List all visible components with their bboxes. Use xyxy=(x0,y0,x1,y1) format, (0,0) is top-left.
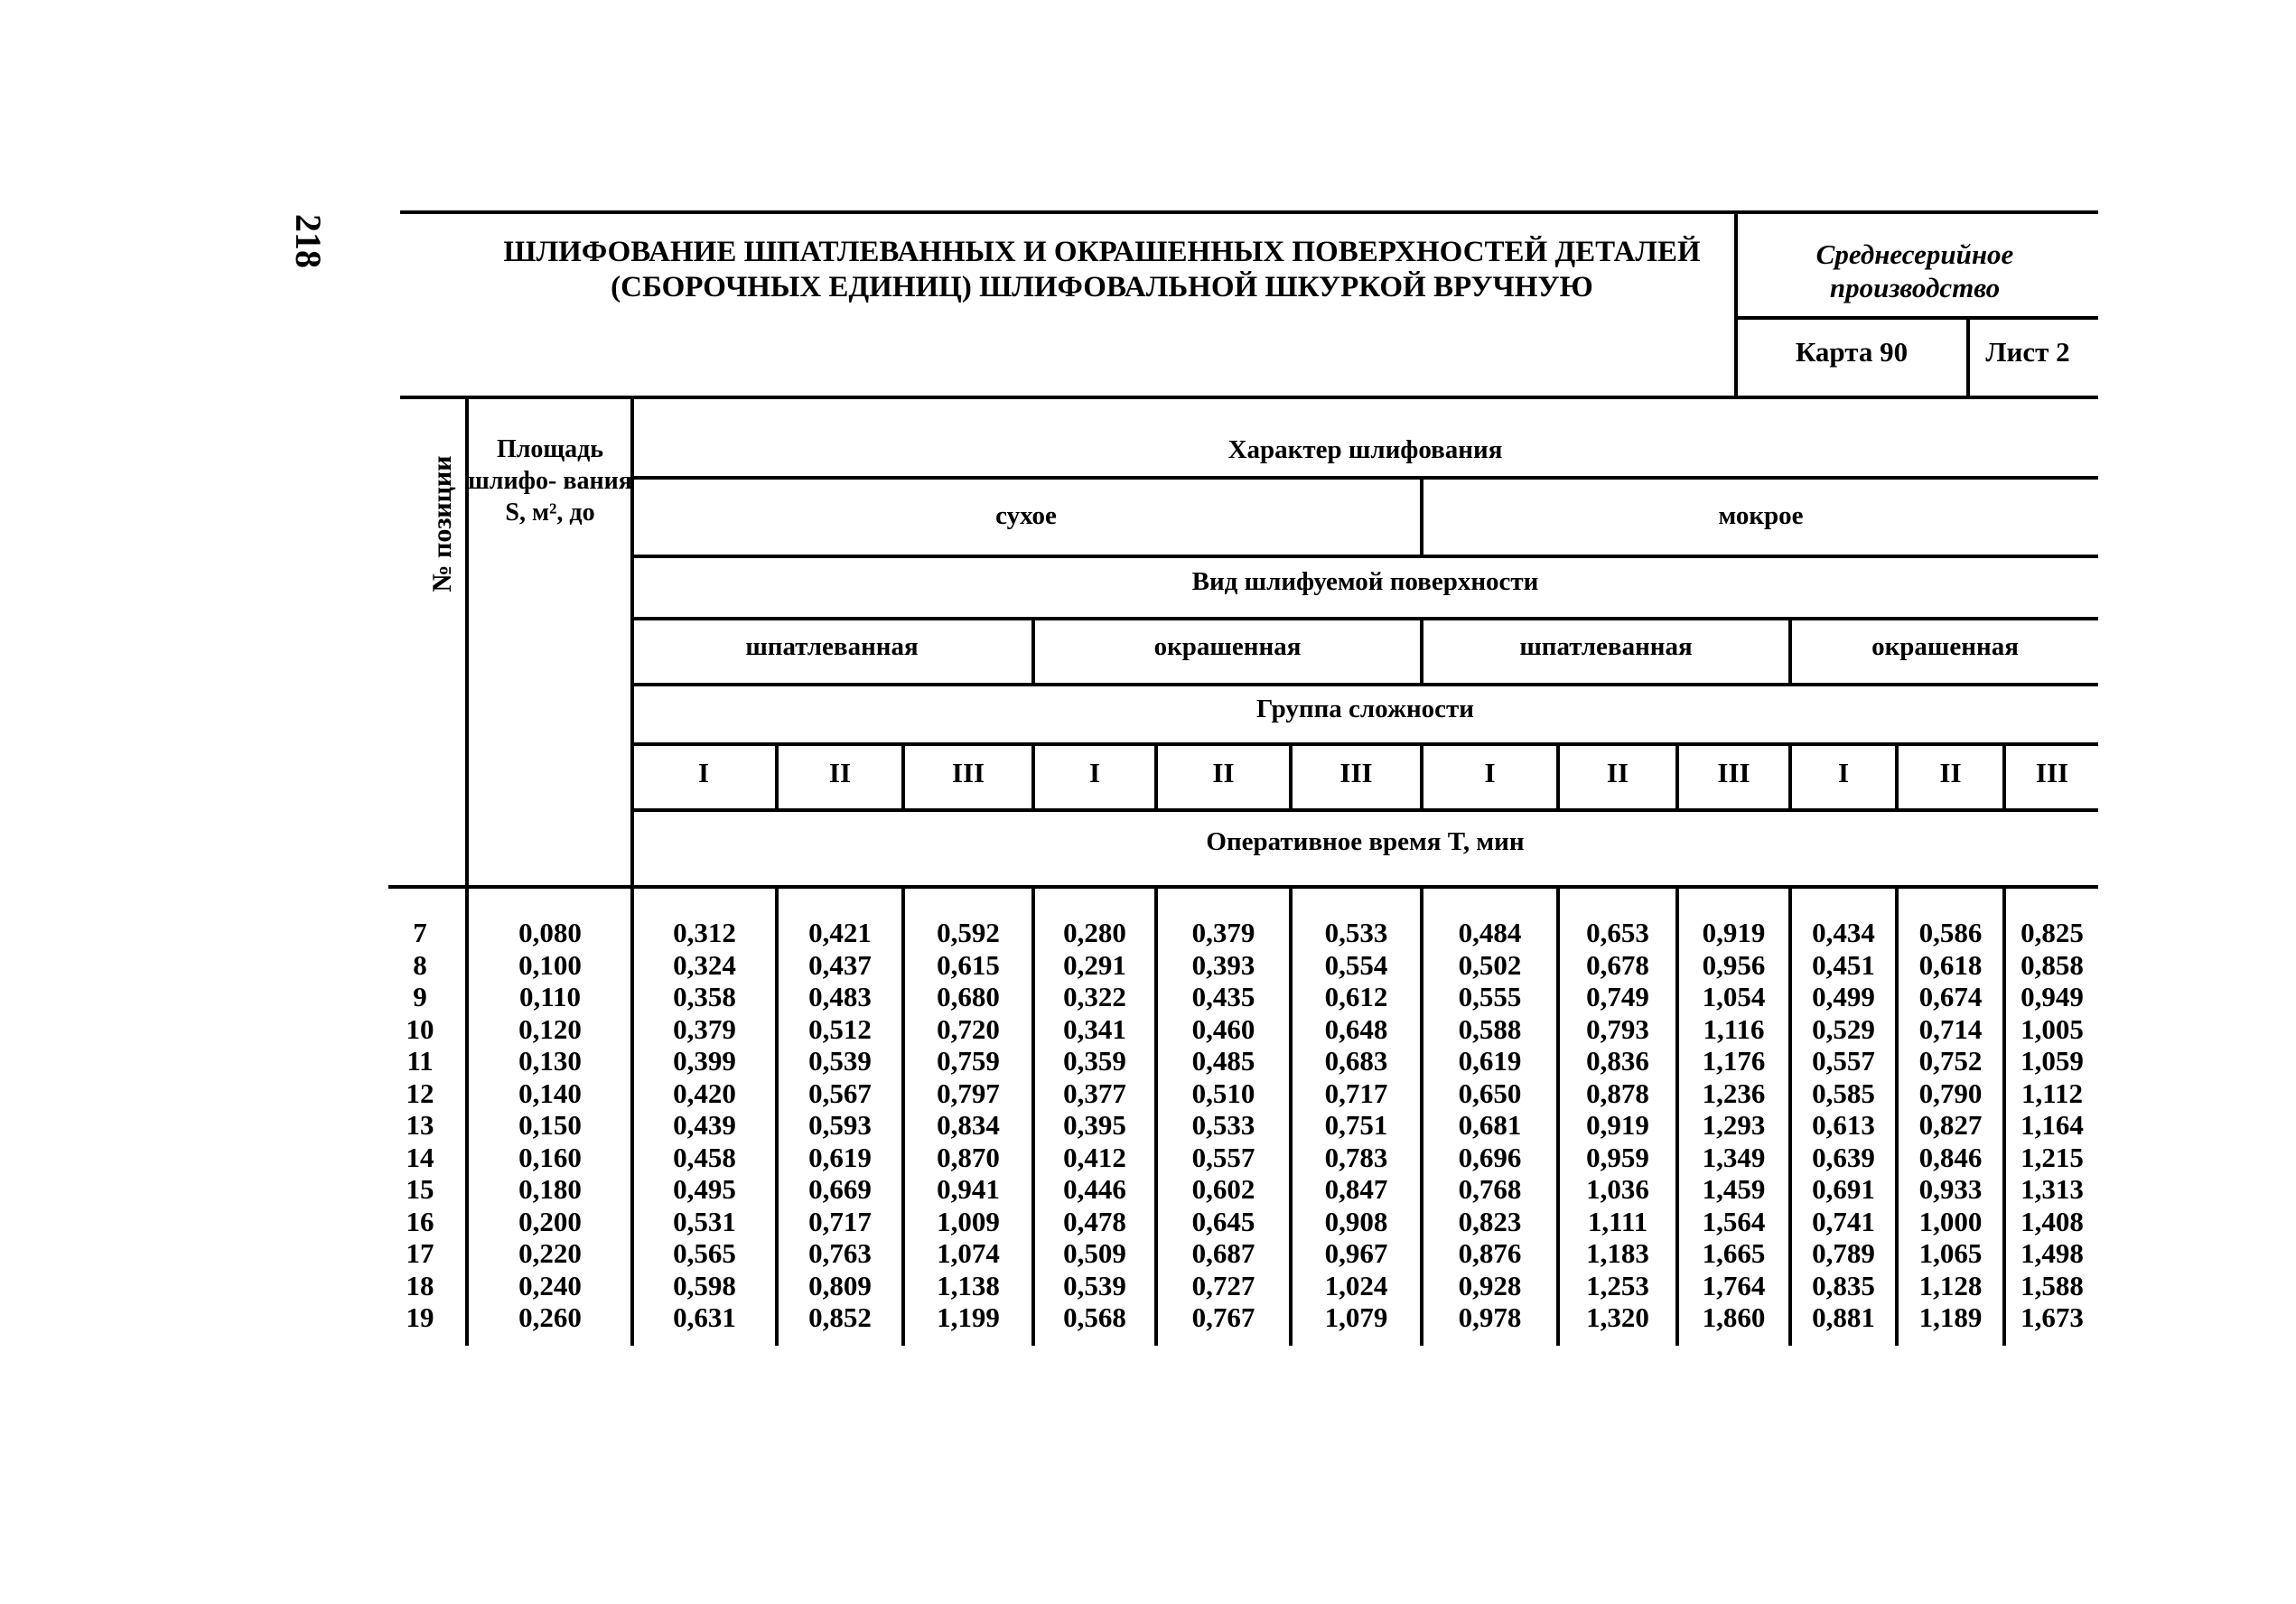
table-cell: 0,645 xyxy=(1191,1205,1255,1237)
time-column xyxy=(634,917,775,1334)
table-cell: 0,260 xyxy=(518,1301,582,1333)
group-label: I xyxy=(697,757,710,788)
table-cell: 0,752 xyxy=(1918,1045,1983,1077)
table-cell: 0,434 xyxy=(1812,917,1875,948)
time-column xyxy=(1679,917,1788,1334)
table-cell: 0,512 xyxy=(808,1012,872,1045)
table-cell: 15 xyxy=(406,1173,434,1205)
table-cell: 0,683 xyxy=(1324,1045,1388,1077)
table-cell: 0,458 xyxy=(673,1141,736,1173)
group-label: III xyxy=(951,757,985,788)
table-cell: 0,876 xyxy=(1458,1237,1522,1269)
table-cell: 0,615 xyxy=(937,948,1000,981)
table-cell: 7 xyxy=(413,917,427,948)
table-cell: 0,080 xyxy=(518,917,582,948)
table-cell: 0,565 xyxy=(673,1237,736,1269)
table-top-rule xyxy=(400,396,2098,399)
table-cell: 0,949 xyxy=(2021,981,2084,1012)
table-cell: 0,312 xyxy=(673,917,736,948)
table-cell: 13 xyxy=(406,1109,434,1141)
time-column xyxy=(779,917,901,1334)
table-cell: 0,421 xyxy=(808,917,872,948)
table-cell: 17 xyxy=(406,1237,434,1269)
table-cell: 0,435 xyxy=(1191,981,1255,1012)
table-cell: 0,959 xyxy=(1586,1141,1649,1173)
table-cell: 0,933 xyxy=(1918,1173,1983,1205)
table-cell: 0,451 xyxy=(1812,948,1875,981)
group-label: II xyxy=(1212,757,1235,788)
table-cell: 0,681 xyxy=(1458,1109,1522,1141)
table-cell: 0,619 xyxy=(1458,1045,1522,1077)
table-cell: 11 xyxy=(406,1045,434,1077)
table-cell: 0,823 xyxy=(1458,1205,1522,1237)
group-label: II xyxy=(828,757,852,788)
position-column xyxy=(379,917,461,1334)
table-cell: 0,602 xyxy=(1191,1173,1255,1205)
table-cell: 0,846 xyxy=(1918,1141,1983,1173)
table-cell: 1,293 xyxy=(1702,1109,1766,1141)
time-column xyxy=(1158,917,1289,1334)
table-cell: 1,074 xyxy=(937,1237,1000,1269)
time-column xyxy=(905,917,1031,1334)
dry-header: сухое xyxy=(995,501,1057,530)
table-header-bottom-rule xyxy=(388,885,2098,889)
table-cell: 0,324 xyxy=(673,948,736,981)
table-cell: 0,680 xyxy=(937,981,1000,1012)
table-cell: 1,564 xyxy=(1702,1205,1766,1237)
table-cell: 1,313 xyxy=(2021,1173,2084,1205)
table-cell: 12 xyxy=(406,1077,434,1109)
table-cell: 0,956 xyxy=(1702,948,1766,981)
table-cell: 0,437 xyxy=(808,948,872,981)
table-cell: 1,459 xyxy=(1702,1173,1766,1205)
table-cell: 14 xyxy=(406,1141,434,1173)
table-cell: 0,529 xyxy=(1812,1012,1875,1045)
time-column xyxy=(2006,917,2098,1334)
time-column xyxy=(1792,917,1895,1334)
table-cell: 0,878 xyxy=(1586,1077,1649,1109)
area-column xyxy=(470,917,630,1334)
table-cell: 0,240 xyxy=(518,1269,582,1301)
group-label: I xyxy=(1484,757,1496,788)
table-cell: 0,341 xyxy=(1063,1012,1126,1045)
time-column xyxy=(1899,917,2002,1334)
surface-type-header: Вид шлифуемой поверхности xyxy=(1191,567,1539,596)
table-cell: 1,236 xyxy=(1702,1077,1766,1109)
document-title-line-2: (СБОРОЧНЫХ ЕДИНИЦ) ШЛИФОВАЛЬНОЙ ШКУРКОЙ ВРУЧНУЮ xyxy=(611,271,1593,303)
table-cell: 0,495 xyxy=(673,1173,736,1205)
table-cell: 0,588 xyxy=(1458,1012,1522,1045)
rule-dry-wet xyxy=(630,555,2098,558)
table-cell: 0,568 xyxy=(1063,1301,1126,1333)
table-cell: 0,120 xyxy=(518,1012,582,1045)
table-cell: 0,941 xyxy=(937,1173,1000,1205)
table-cell: 0,100 xyxy=(518,948,582,981)
grinding-character-header: Характер шлифования xyxy=(1227,435,1503,464)
table-cell: 0,827 xyxy=(1918,1109,1983,1141)
table-cell: 1,176 xyxy=(1702,1045,1766,1077)
dry-puttied-header: шпатлеванная xyxy=(745,632,919,661)
table-cell: 0,399 xyxy=(673,1045,736,1077)
group-label: I xyxy=(1088,757,1101,788)
dry-painted-header: окрашенная xyxy=(1153,632,1302,661)
table-cell: 0,674 xyxy=(1918,981,1983,1012)
table-cell: 0,554 xyxy=(1324,948,1388,981)
table-cell: 0,377 xyxy=(1063,1077,1126,1109)
table-cell: 0,717 xyxy=(1324,1077,1388,1109)
table-cell: 0,502 xyxy=(1458,948,1522,981)
table-cell: 0,767 xyxy=(1191,1301,1255,1333)
table-cell: 0,412 xyxy=(1063,1141,1126,1173)
table-cell: 0,696 xyxy=(1458,1141,1522,1173)
header-card-rule xyxy=(1734,316,2098,320)
rule-roman xyxy=(630,808,2098,812)
table-cell: 0,720 xyxy=(937,1012,1000,1045)
time-column xyxy=(1423,917,1556,1334)
table-cell: 0,749 xyxy=(1586,981,1649,1012)
table-cell: 0,619 xyxy=(808,1141,872,1173)
grinding-area-header: Площадь шлифо- вания S, м², до xyxy=(468,435,632,527)
table-cell: 0,870 xyxy=(937,1141,1000,1173)
table-cell: 0,510 xyxy=(1191,1077,1255,1109)
table-cell: 0,825 xyxy=(2021,917,2084,948)
table-cell: 0,358 xyxy=(673,981,736,1012)
rule-group xyxy=(630,742,2098,746)
table-cell: 0,797 xyxy=(937,1077,1000,1109)
time-column xyxy=(1035,917,1154,1334)
table-cell: 1,183 xyxy=(1586,1237,1649,1269)
table-cell: 0,669 xyxy=(808,1173,872,1205)
table-cell: 1,000 xyxy=(1918,1205,1983,1237)
table-cell: 0,836 xyxy=(1586,1045,1649,1077)
table-cell: 0,783 xyxy=(1324,1141,1388,1173)
table-cell: 0,847 xyxy=(1324,1173,1388,1205)
table-cell: 16 xyxy=(406,1205,434,1237)
table-cell: 0,809 xyxy=(808,1269,872,1301)
table-cell: 0,687 xyxy=(1191,1237,1255,1269)
table-cell: 0,978 xyxy=(1458,1301,1522,1333)
document-title-line-1: ШЛИФОВАНИЕ ШПАТЛЕВАННЫХ И ОКРАШЕННЫХ ПОВЕРХНОСТЕЙ ДЕТАЛЕЙ xyxy=(503,236,1701,268)
table-cell: 1,079 xyxy=(1324,1301,1388,1333)
table-cell: 1,320 xyxy=(1586,1301,1649,1333)
table-cell: 1,199 xyxy=(937,1301,1000,1333)
table-cell: 0,485 xyxy=(1191,1045,1255,1077)
wet-painted-header: окрашенная xyxy=(1871,632,2019,661)
table-cell: 0,483 xyxy=(808,981,872,1012)
table-cell: 0,478 xyxy=(1063,1205,1126,1237)
table-cell: 9 xyxy=(413,981,427,1012)
table-cell: 0,789 xyxy=(1812,1237,1875,1269)
group-label: II xyxy=(1939,757,1962,788)
table-cell: 0,539 xyxy=(808,1045,872,1077)
table-cell: 0,768 xyxy=(1458,1173,1522,1205)
table-cell: 0,557 xyxy=(1191,1141,1255,1173)
group-label: II xyxy=(1606,757,1629,788)
table-cell: 0,322 xyxy=(1063,981,1126,1012)
table-cell: 1,036 xyxy=(1586,1173,1649,1205)
table-cell: 1,059 xyxy=(2021,1045,2084,1077)
table-cell: 0,919 xyxy=(1702,917,1766,948)
table-cell: 0,484 xyxy=(1458,917,1522,948)
table-cell: 0,759 xyxy=(937,1045,1000,1077)
table-cell: 0,110 xyxy=(518,981,582,1012)
table-cell: 1,112 xyxy=(2021,1077,2084,1109)
table-cell: 1,005 xyxy=(2021,1012,2084,1045)
table-cell: 0,763 xyxy=(808,1237,872,1269)
rule-surface-types xyxy=(630,683,2098,686)
table-cell: 0,592 xyxy=(937,917,1000,948)
table-cell: 0,928 xyxy=(1458,1269,1522,1301)
table-cell: 1,673 xyxy=(2021,1301,2084,1333)
production-type-line-1: Среднесерийное xyxy=(1815,238,2014,270)
table-cell: 1,054 xyxy=(1702,981,1766,1012)
table-cell: 1,665 xyxy=(1702,1237,1766,1269)
page-number: 218 xyxy=(288,214,330,268)
table-cell: 0,533 xyxy=(1191,1109,1255,1141)
table-cell: 0,420 xyxy=(673,1077,736,1109)
table-cell: 0,653 xyxy=(1586,917,1649,948)
table-cell: 0,618 xyxy=(1918,948,1983,981)
table-cell: 0,852 xyxy=(808,1301,872,1333)
pos-area-divider xyxy=(465,396,469,1346)
table-cell: 0,835 xyxy=(1812,1269,1875,1301)
production-type-line-2: производство xyxy=(1829,272,2001,303)
table-cell: 1,498 xyxy=(2021,1237,2084,1269)
rule-surface xyxy=(630,617,2098,620)
table-cell: 0,858 xyxy=(2021,948,2084,981)
table-cell: 0,613 xyxy=(1812,1109,1875,1141)
table-cell: 0,631 xyxy=(673,1301,736,1333)
wet-puttied-header: шпатлеванная xyxy=(1519,632,1693,661)
table-cell: 0,881 xyxy=(1812,1301,1875,1333)
time-column xyxy=(1560,917,1675,1334)
table-cell: 1,349 xyxy=(1702,1141,1766,1173)
table-cell: 1,111 xyxy=(1587,1205,1648,1237)
table-cell: 1,116 xyxy=(1703,1012,1765,1045)
table-cell: 0,717 xyxy=(808,1205,872,1237)
table-cell: 0,714 xyxy=(1918,1012,1983,1045)
table-cell: 0,586 xyxy=(1918,917,1983,948)
table-cell: 0,130 xyxy=(518,1045,582,1077)
table-cell: 0,200 xyxy=(518,1205,582,1237)
table-cell: 0,727 xyxy=(1191,1269,1255,1301)
rule-character xyxy=(630,476,2098,480)
table-cell: 0,180 xyxy=(518,1173,582,1205)
table-cell: 0,439 xyxy=(673,1109,736,1141)
table-cell: 0,741 xyxy=(1812,1205,1875,1237)
table-cell: 0,533 xyxy=(1324,917,1388,948)
table-cell: 0,648 xyxy=(1324,1012,1388,1045)
table-cell: 0,359 xyxy=(1063,1045,1126,1077)
table-cell: 0,678 xyxy=(1586,948,1649,981)
table-cell: 19 xyxy=(406,1301,434,1333)
table-cell: 1,588 xyxy=(2021,1269,2084,1301)
table-cell: 1,860 xyxy=(1702,1301,1766,1333)
table-cell: 0,150 xyxy=(518,1109,582,1141)
table-cell: 0,567 xyxy=(808,1077,872,1109)
table-cell: 0,919 xyxy=(1586,1109,1649,1141)
table-cell: 0,908 xyxy=(1324,1205,1388,1237)
table-cell: 0,612 xyxy=(1324,981,1388,1012)
table-cell: 0,793 xyxy=(1586,1012,1649,1045)
table-cell: 0,790 xyxy=(1918,1077,1983,1109)
table-cell: 1,215 xyxy=(2021,1141,2084,1173)
table-cell: 0,557 xyxy=(1812,1045,1875,1077)
table-cell: 0,751 xyxy=(1324,1109,1388,1141)
table-cell: 0,967 xyxy=(1324,1237,1388,1269)
complexity-group-header: Группа сложности xyxy=(1255,695,1475,723)
table-cell: 10 xyxy=(406,1012,434,1045)
table-cell: 0,531 xyxy=(673,1205,736,1237)
table-cell: 1,009 xyxy=(937,1205,1000,1237)
table-cell: 0,393 xyxy=(1191,948,1255,981)
table-cell: 0,140 xyxy=(518,1077,582,1109)
operative-time-header: Оперативное время T, мин xyxy=(1206,827,1525,856)
position-number-header: № позиции xyxy=(427,455,457,592)
table-cell: 0,834 xyxy=(937,1109,1000,1141)
table-cell: 0,555 xyxy=(1458,981,1522,1012)
table-cell: 0,650 xyxy=(1458,1077,1522,1109)
table-cell: 1,408 xyxy=(2021,1205,2084,1237)
table-cell: 1,128 xyxy=(1918,1269,1983,1301)
table-cell: 0,598 xyxy=(673,1269,736,1301)
table-cell: 0,395 xyxy=(1063,1109,1126,1141)
table-cell: 1,253 xyxy=(1586,1269,1649,1301)
table-cell: 0,499 xyxy=(1812,981,1875,1012)
table-cell: 0,509 xyxy=(1063,1237,1126,1269)
table-cell: 0,639 xyxy=(1812,1141,1875,1173)
time-column xyxy=(1293,917,1420,1334)
table-cell: 1,164 xyxy=(2021,1109,2084,1141)
group-label: III xyxy=(1339,757,1373,788)
table-cell: 1,764 xyxy=(1702,1269,1766,1301)
sheet-number: Лист 2 xyxy=(1985,336,2070,368)
table-cell: 0,379 xyxy=(1191,917,1255,948)
table-cell: 0,539 xyxy=(1063,1269,1126,1301)
table-cell: 0,220 xyxy=(518,1237,582,1269)
table-cell: 0,585 xyxy=(1812,1077,1875,1109)
group-label: I xyxy=(1837,757,1850,788)
header-top-rule xyxy=(400,210,2098,214)
table-cell: 18 xyxy=(406,1269,434,1301)
table-cell: 0,291 xyxy=(1063,948,1126,981)
table-cell: 0,593 xyxy=(808,1109,872,1141)
table-cell: 1,024 xyxy=(1324,1269,1388,1301)
table-cell: 0,379 xyxy=(673,1012,736,1045)
table-cell: 1,189 xyxy=(1918,1301,1983,1333)
wet-header: мокрое xyxy=(1718,501,1804,530)
table-cell: 0,280 xyxy=(1063,917,1126,948)
table-cell: 0,460 xyxy=(1191,1012,1255,1045)
table-cell: 1,065 xyxy=(1918,1237,1983,1269)
table-cell: 1,138 xyxy=(937,1269,1000,1301)
table-cell: 0,446 xyxy=(1063,1173,1126,1205)
table-cell: 8 xyxy=(413,948,427,981)
table-cell: 0,691 xyxy=(1812,1173,1875,1205)
table-cell: 0,160 xyxy=(518,1141,582,1173)
group-label: III xyxy=(2035,757,2069,788)
group-label: III xyxy=(1717,757,1750,788)
map-number: Карта 90 xyxy=(1795,336,1909,368)
